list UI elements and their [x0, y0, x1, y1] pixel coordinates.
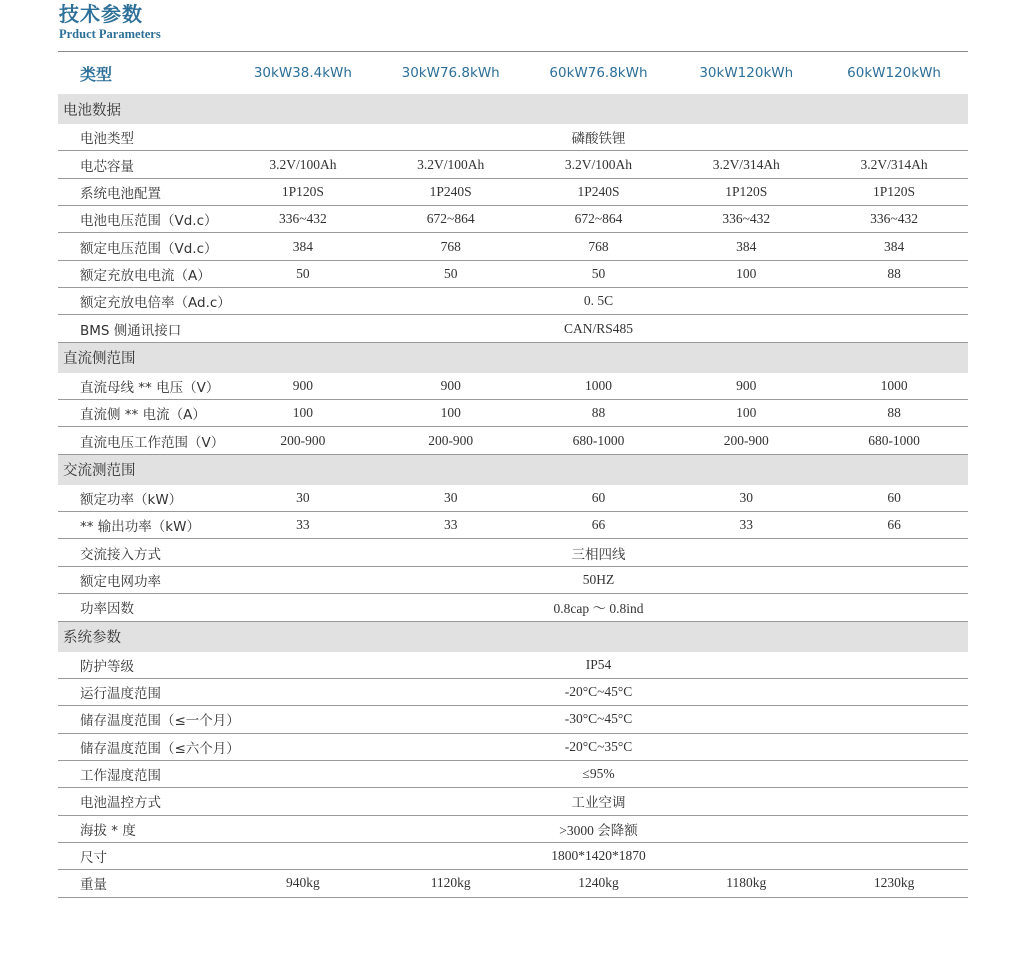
row-value: 672~864 [377, 206, 525, 233]
section-title: 电池数据 [58, 94, 968, 124]
row-label: 工作湿度范围 [58, 760, 229, 787]
row-value: 900 [229, 373, 377, 400]
row-label: 重量 [58, 870, 229, 897]
table-header-row [58, 52, 968, 95]
title-block [59, 2, 161, 41]
row-common-value: -30°C~45°C [229, 706, 968, 733]
page-title: 技术参数 [59, 2, 143, 26]
table-row [58, 315, 968, 342]
row-value: 336~432 [672, 206, 820, 233]
table-row [58, 151, 968, 178]
row-common-value: IP54 [229, 652, 968, 679]
row-value: 200-900 [377, 427, 525, 454]
table-row [58, 178, 968, 205]
row-value: 1180kg [672, 870, 820, 897]
row-label: 直流侧 ** 电流（A） [58, 400, 229, 427]
table-row [58, 594, 968, 621]
row-value: 88 [525, 400, 673, 427]
section-row [58, 342, 968, 373]
row-value: 1230kg [820, 870, 968, 897]
table-row [58, 678, 968, 705]
row-value: 940kg [229, 870, 377, 897]
row-label: 额定电网功率 [58, 566, 229, 593]
table-row [58, 233, 968, 260]
row-label: 防护等级 [58, 652, 229, 679]
row-value: 66 [820, 512, 968, 539]
row-label: 运行温度范围 [58, 678, 229, 705]
row-value: 3.2V/100Ah [229, 151, 377, 178]
row-value: 768 [525, 233, 673, 260]
table-row [58, 373, 968, 400]
table-row [58, 652, 968, 679]
row-common-value: 1800*1420*1870 [229, 842, 968, 869]
row-label: 电池电压范围（Vd.c） [58, 206, 229, 233]
table-row [58, 815, 968, 842]
row-value: 1P120S [672, 178, 820, 205]
row-value: 50 [229, 260, 377, 287]
page-subtitle: Prduct Parameters [59, 27, 161, 41]
table-row [58, 288, 968, 315]
row-value: 33 [672, 512, 820, 539]
table-row [58, 124, 968, 151]
row-value: 384 [229, 233, 377, 260]
model-header: 60kW76.8kWh [549, 65, 648, 81]
row-label: 海拔 * 度 [58, 815, 229, 842]
row-common-value: >3000 会降额 [229, 815, 968, 842]
section-row [58, 621, 968, 652]
table-row [58, 788, 968, 815]
table-row [58, 427, 968, 454]
row-label: 功率因数 [58, 594, 229, 621]
table-row [58, 706, 968, 733]
row-label: 电池温控方式 [58, 788, 229, 815]
spec-table [58, 51, 968, 898]
row-value: 30 [377, 485, 525, 512]
row-value: 66 [525, 512, 673, 539]
table-row [58, 733, 968, 760]
type-header: 类型 [80, 64, 113, 84]
row-value: 3.2V/100Ah [377, 151, 525, 178]
row-value: 680-1000 [820, 427, 968, 454]
row-value: 1120kg [377, 870, 525, 897]
row-common-value: 0. 5C [229, 288, 968, 315]
model-header: 30kW120kWh [699, 65, 794, 81]
row-common-value: 50HZ [229, 566, 968, 593]
model-header: 30kW38.4kWh [253, 65, 352, 81]
row-common-value: -20°C~45°C [229, 678, 968, 705]
row-label: 储存温度范围（≤六个月） [58, 733, 229, 760]
model-header: 30kW76.8kWh [401, 65, 500, 81]
row-common-value: CAN/RS485 [229, 315, 968, 342]
row-value: 88 [820, 260, 968, 287]
row-value: 384 [820, 233, 968, 260]
row-label: 额定电压范围（Vd.c） [58, 233, 229, 260]
row-common-value: ≤95% [229, 760, 968, 787]
row-value: 336~432 [820, 206, 968, 233]
row-value: 100 [377, 400, 525, 427]
row-label: 电池类型 [58, 124, 229, 151]
row-value: 384 [672, 233, 820, 260]
section-title: 直流侧范围 [58, 342, 968, 373]
row-common-value: 磷酸铁锂 [229, 124, 968, 151]
row-value: 60 [820, 485, 968, 512]
section-title: 系统参数 [58, 621, 968, 652]
row-label: 额定充放电倍率（Ad.c） [58, 288, 229, 315]
row-value: 100 [229, 400, 377, 427]
row-label: 额定功率（kW） [58, 485, 229, 512]
table-row [58, 566, 968, 593]
table-row [58, 870, 968, 897]
row-value: 33 [229, 512, 377, 539]
model-header: 60kW120kWh [847, 65, 941, 81]
row-value: 1240kg [525, 870, 673, 897]
row-label: 直流母线 ** 电压（V） [58, 373, 229, 400]
row-value: 33 [377, 512, 525, 539]
section-title: 交流测范围 [58, 454, 968, 485]
table-row [58, 206, 968, 233]
row-label: 交流接入方式 [58, 539, 229, 566]
section-row [58, 94, 968, 124]
row-value: 100 [672, 260, 820, 287]
row-value: 60 [525, 485, 673, 512]
table-row [58, 485, 968, 512]
row-label: ** 输出功率（kW） [58, 512, 229, 539]
row-value: 900 [377, 373, 525, 400]
row-common-value: 0.8cap 〜 0.8ind [229, 594, 968, 621]
row-value: 1P120S [820, 178, 968, 205]
row-value: 336~432 [229, 206, 377, 233]
row-value: 1000 [820, 373, 968, 400]
row-value: 3.2V/314Ah [820, 151, 968, 178]
section-row [58, 454, 968, 485]
row-value: 672~864 [525, 206, 673, 233]
table-row [58, 842, 968, 869]
row-label: 系统电池配置 [58, 178, 229, 205]
row-value: 30 [229, 485, 377, 512]
row-value: 900 [672, 373, 820, 400]
row-value: 768 [377, 233, 525, 260]
row-label: BMS 侧通讯接口 [58, 315, 229, 342]
row-value: 1P240S [377, 178, 525, 205]
table-row [58, 260, 968, 287]
row-label: 电芯容量 [58, 151, 229, 178]
row-value: 88 [820, 400, 968, 427]
row-value: 30 [672, 485, 820, 512]
row-value: 1000 [525, 373, 673, 400]
row-value: 3.2V/314Ah [672, 151, 820, 178]
row-label: 尺寸 [58, 842, 229, 869]
row-value: 680-1000 [525, 427, 673, 454]
table-row [58, 760, 968, 787]
row-label: 额定充放电电流（A） [58, 260, 229, 287]
row-value: 50 [377, 260, 525, 287]
row-value: 1P120S [229, 178, 377, 205]
row-label: 直流电压工作范围（V） [58, 427, 229, 454]
row-label: 储存温度范围（≤一个月） [58, 706, 229, 733]
row-common-value: -20°C~35°C [229, 733, 968, 760]
table-row [58, 539, 968, 566]
row-value: 100 [672, 400, 820, 427]
row-value: 200-900 [229, 427, 377, 454]
row-value: 50 [525, 260, 673, 287]
table-row [58, 512, 968, 539]
row-common-value: 工业空调 [229, 788, 968, 815]
row-value: 1P240S [525, 178, 673, 205]
row-common-value: 三相四线 [229, 539, 968, 566]
row-value: 3.2V/100Ah [525, 151, 673, 178]
table-row [58, 400, 968, 427]
row-value: 200-900 [672, 427, 820, 454]
